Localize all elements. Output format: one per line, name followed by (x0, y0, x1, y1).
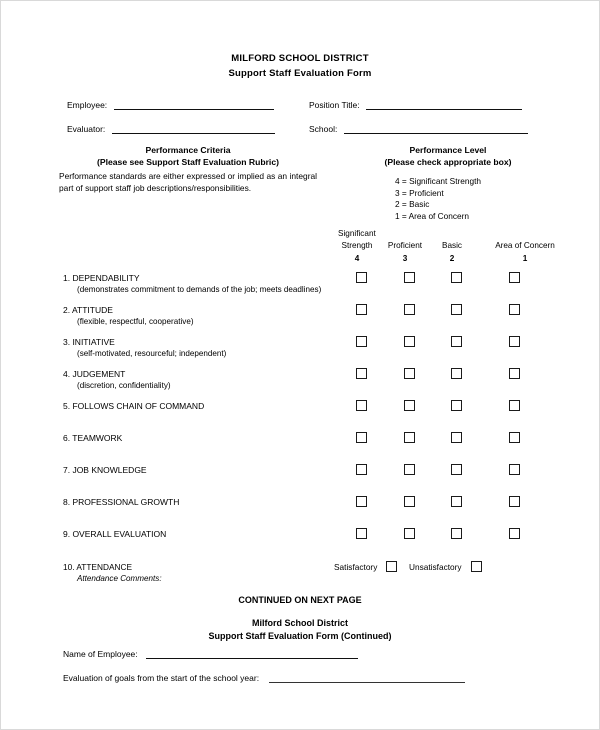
rating-checkbox[interactable] (509, 336, 520, 347)
form-title-block (1, 51, 599, 81)
column-header-number: 2 (449, 254, 455, 263)
column-header-label: Basic (441, 241, 463, 250)
criteria-row (63, 497, 393, 508)
satisfactory-label: Satisfactory (334, 562, 378, 572)
page-subtitle: Support Staff Evaluation Form (228, 68, 372, 79)
criteria-description: (discretion, confidentiality) (77, 381, 171, 390)
goals-input[interactable] (269, 682, 465, 683)
rating-checkbox[interactable] (451, 432, 462, 443)
rating-checkbox[interactable] (509, 432, 520, 443)
rating-checkbox[interactable] (404, 272, 415, 283)
satisfactory-checkbox[interactable] (386, 561, 397, 572)
position-title-field-row (309, 100, 522, 111)
column-header-label: Area of Concern (495, 241, 555, 250)
scale-item-2: 2 = Basic (395, 199, 430, 210)
performance-level-subheading: (Please check appropriate box) (384, 157, 512, 167)
rating-checkbox[interactable] (451, 400, 462, 411)
attendance-label: 10. ATTENDANCE (63, 562, 133, 572)
scale-item-1: 1 = Area of Concern (395, 210, 470, 221)
criteria-row (63, 337, 393, 359)
column-header-label: Strength (341, 241, 373, 250)
rating-checkbox[interactable] (356, 336, 367, 347)
rating-checkbox[interactable] (451, 336, 462, 347)
column-header-proficient (379, 241, 431, 264)
criteria-row (63, 433, 393, 444)
rating-checkbox[interactable] (509, 496, 520, 507)
rating-checkbox[interactable] (451, 528, 462, 539)
column-header-number: 4 (354, 254, 360, 263)
rating-checkbox[interactable] (356, 368, 367, 379)
rating-checkbox[interactable] (509, 528, 520, 539)
continued-notice: CONTINUED ON NEXT PAGE (238, 595, 362, 605)
school-label: School: (309, 124, 338, 134)
column-header-label: Proficient (387, 241, 423, 250)
evaluator-input[interactable] (112, 133, 275, 134)
rating-checkbox[interactable] (451, 496, 462, 507)
school-field-row (309, 124, 528, 135)
rating-checkbox[interactable] (509, 464, 520, 475)
criteria-label: 7. JOB KNOWLEDGE (63, 465, 147, 475)
criteria-label: 9. OVERALL EVALUATION (63, 529, 167, 539)
scale-item-4: 4 = Significant Strength (395, 176, 482, 186)
page-title: MILFORD SCHOOL DISTRICT (231, 53, 369, 64)
criteria-description: (demonstrates commitment to demands of the job; meets deadlines) (77, 285, 322, 294)
goals-field-row (63, 673, 465, 684)
rating-checkbox[interactable] (356, 464, 367, 475)
performance-level-section (333, 144, 563, 222)
rating-checkbox[interactable] (356, 304, 367, 315)
criteria-description: (self-motivated, resourceful; independent) (77, 349, 227, 358)
employee-field-row (67, 100, 274, 111)
performance-criteria-body: Performance standards are either expressed or implied as an integral part of support staff job descriptions/responsibilities. (59, 171, 317, 193)
rating-checkbox[interactable] (356, 432, 367, 443)
name-of-employee-input[interactable] (146, 658, 358, 659)
column-header-significant-strength (331, 241, 383, 264)
column-header-number: 3 (402, 254, 408, 263)
employee-label: Employee: (67, 100, 108, 110)
criteria-label: 1. DEPENDABILITY (63, 273, 140, 283)
criteria-row (63, 529, 393, 540)
rating-checkbox[interactable] (509, 304, 520, 315)
rating-checkbox[interactable] (356, 528, 367, 539)
rating-checkbox[interactable] (404, 336, 415, 347)
performance-criteria-subheading: (Please see Support Staff Evaluation Rubric) (97, 157, 279, 167)
rating-checkbox[interactable] (451, 368, 462, 379)
performance-level-heading: Performance Level (409, 145, 487, 155)
criteria-description: (flexible, respectful, cooperative) (77, 317, 194, 326)
employee-input[interactable] (114, 109, 274, 110)
criteria-row (63, 465, 393, 476)
column-header-significant-word: Significant (338, 229, 376, 238)
column-header-area-of-concern (473, 241, 577, 264)
rating-checkbox[interactable] (404, 304, 415, 315)
rating-checkbox[interactable] (451, 304, 462, 315)
criteria-label: 5. FOLLOWS CHAIN OF COMMAND (63, 401, 205, 411)
rating-checkbox[interactable] (451, 464, 462, 475)
performance-level-scale (333, 176, 563, 222)
footer-district: Milford School District (251, 618, 348, 628)
criteria-label: 6. TEAMWORK (63, 433, 123, 443)
column-header-number: 1 (522, 254, 528, 263)
school-input[interactable] (344, 133, 528, 134)
rating-checkbox[interactable] (509, 368, 520, 379)
criteria-row (63, 305, 393, 327)
rating-checkbox[interactable] (509, 272, 520, 283)
rating-checkbox[interactable] (404, 464, 415, 475)
goals-label: Evaluation of goals from the start of the school year: (63, 673, 260, 683)
position-title-label: Position Title: (309, 100, 360, 110)
rating-checkbox[interactable] (356, 272, 367, 283)
scale-item-3: 3 = Proficient (395, 187, 444, 198)
criteria-label: 8. PROFESSIONAL GROWTH (63, 497, 180, 507)
unsatisfactory-checkbox[interactable] (471, 561, 482, 572)
rating-checkbox[interactable] (404, 496, 415, 507)
rating-checkbox[interactable] (356, 496, 367, 507)
form-sheet (1, 1, 599, 729)
attendance-comments-label: Attendance Comments: (77, 574, 162, 583)
rating-checkbox[interactable] (404, 432, 415, 443)
footer-form-continued: Support Staff Evaluation Form (Continued) (208, 631, 392, 641)
criteria-row (63, 273, 393, 295)
rating-checkbox[interactable] (451, 272, 462, 283)
rating-checkbox[interactable] (356, 400, 367, 411)
rating-checkbox[interactable] (404, 528, 415, 539)
position-title-input[interactable] (366, 109, 522, 110)
criteria-row (63, 369, 393, 391)
rating-checkbox[interactable] (404, 400, 415, 411)
name-of-employee-field-row (63, 649, 358, 660)
rating-checkbox[interactable] (404, 368, 415, 379)
rating-checkbox[interactable] (509, 400, 520, 411)
criteria-row (63, 401, 393, 412)
criteria-label: 2. ATTITUDE (63, 305, 113, 315)
name-of-employee-label: Name of Employee: (63, 649, 138, 659)
criteria-label: 4. JUDGEMENT (63, 369, 126, 379)
unsatisfactory-label: Unsatisfactory (409, 562, 462, 572)
performance-criteria-heading: Performance Criteria (145, 145, 231, 155)
criteria-label: 3. INITIATIVE (63, 337, 115, 347)
evaluator-label: Evaluator: (67, 124, 106, 134)
evaluator-field-row (67, 124, 275, 135)
performance-criteria-section (59, 144, 317, 194)
column-header-basic (431, 241, 473, 264)
